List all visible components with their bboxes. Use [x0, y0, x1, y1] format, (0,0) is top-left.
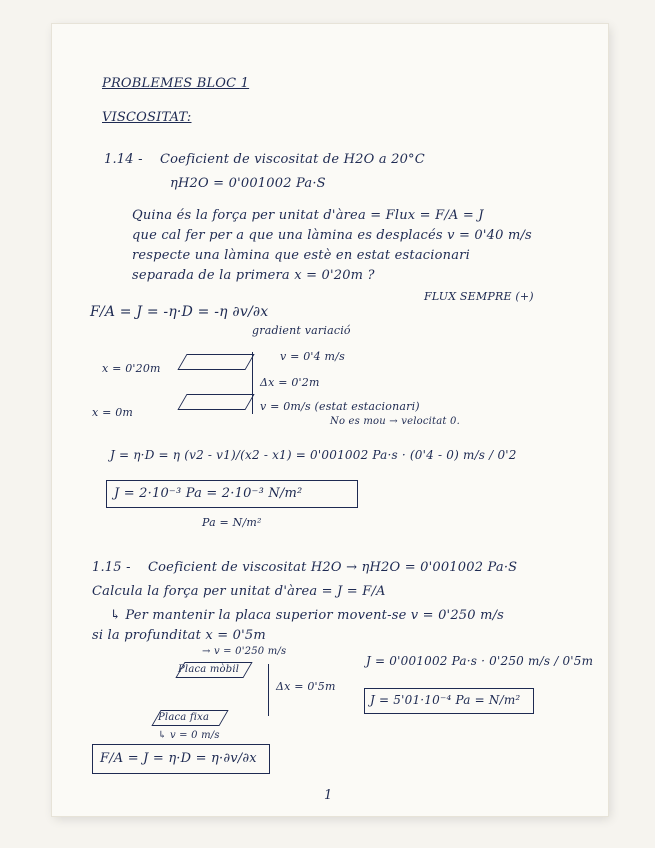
section-title: VISCOSITAT:: [102, 110, 192, 125]
problem-number-1-15: 1.15 -: [92, 560, 131, 575]
v-top-label-1-15: → v = 0'250 m/s: [202, 646, 287, 657]
result-1-15: J = 5'01·10⁻⁴ Pa = N/m²: [370, 693, 521, 707]
units-note: Pa = N/m²: [202, 516, 262, 529]
dx-label-1-15: Δx = 0'5m: [276, 680, 336, 693]
calculation-1-15: J = 0'001002 Pa·s · 0'250 m/s / 0'5m: [366, 654, 594, 668]
v-bottom-note: No es mou → velocitat 0.: [330, 416, 460, 427]
result-1-14: J = 2·10⁻³ Pa = 2·10⁻³ N/m²: [114, 486, 303, 501]
v-bottom-label-1-15: ↳ v = 0 m/s: [158, 730, 220, 741]
moving-plate-label: Placa mòbil: [178, 664, 240, 675]
page-title: PROBLEMES BLOC 1: [102, 76, 250, 91]
question-1-15-line-1: Calcula la força per unitat d'àrea = J = F/A: [92, 584, 386, 599]
top-plate: [177, 354, 254, 370]
question-line-1: Quina és la força per unitat d'àrea = Flux = F/A = J: [132, 208, 484, 223]
question-line-3: respecte una làmina que estè en estat estacionari: [132, 248, 470, 263]
bottom-plate: [177, 394, 254, 410]
question-line-2: que cal fer per a que una làmina es desplacés v = 0'40 m/s: [132, 228, 532, 243]
dx-arrow-1-15: [268, 664, 269, 716]
dx-arrow: [252, 352, 253, 414]
gradient-note: gradient variació: [252, 324, 351, 337]
question-1-15-line-2: ↳ Per mantenir la placa superior movent-se v = 0'250 m/s: [110, 608, 505, 623]
page-number: 1: [324, 788, 333, 803]
calculation-1-14: J = η·D = η (v2 - v1)/(x2 - x1) = 0'001002 Pa·s · (0'4 - 0) m/s / 0'2: [110, 448, 517, 462]
dx-label: Δx = 0'2m: [260, 376, 320, 389]
problem-statement-1-15: Coeficient de viscositat H2O → ηH2O = 0'001002 Pa·S: [148, 560, 518, 575]
notebook-page: [52, 24, 608, 816]
formula-1-15: F/A = J = η·D = η·∂v/∂x: [100, 751, 257, 766]
problem-number-1-14: 1.14 -: [104, 152, 143, 167]
v-bottom-label: v = 0m/s (estat estacionari): [260, 400, 420, 413]
question-1-15-line-3: si la profunditat x = 0'5m: [92, 628, 266, 643]
flux-note: FLUX SEMPRE (+): [424, 290, 534, 303]
viscosity-value: ηH2O = 0'001002 Pa·S: [170, 176, 326, 191]
v-top-label: v = 0'4 m/s: [280, 350, 345, 363]
problem-statement-1-14: Coeficient de viscositat de H2O a 20°C: [160, 152, 425, 167]
x-bottom-label: x = 0m: [92, 406, 134, 419]
x-top-label: x = 0'20m: [102, 362, 161, 375]
flux-formula: F/A = J = -η·D = -η ∂v/∂x: [90, 304, 269, 320]
fixed-plate-label: Placa fixa: [158, 712, 210, 723]
question-line-4: separada de la primera x = 0'20m ?: [132, 268, 375, 283]
